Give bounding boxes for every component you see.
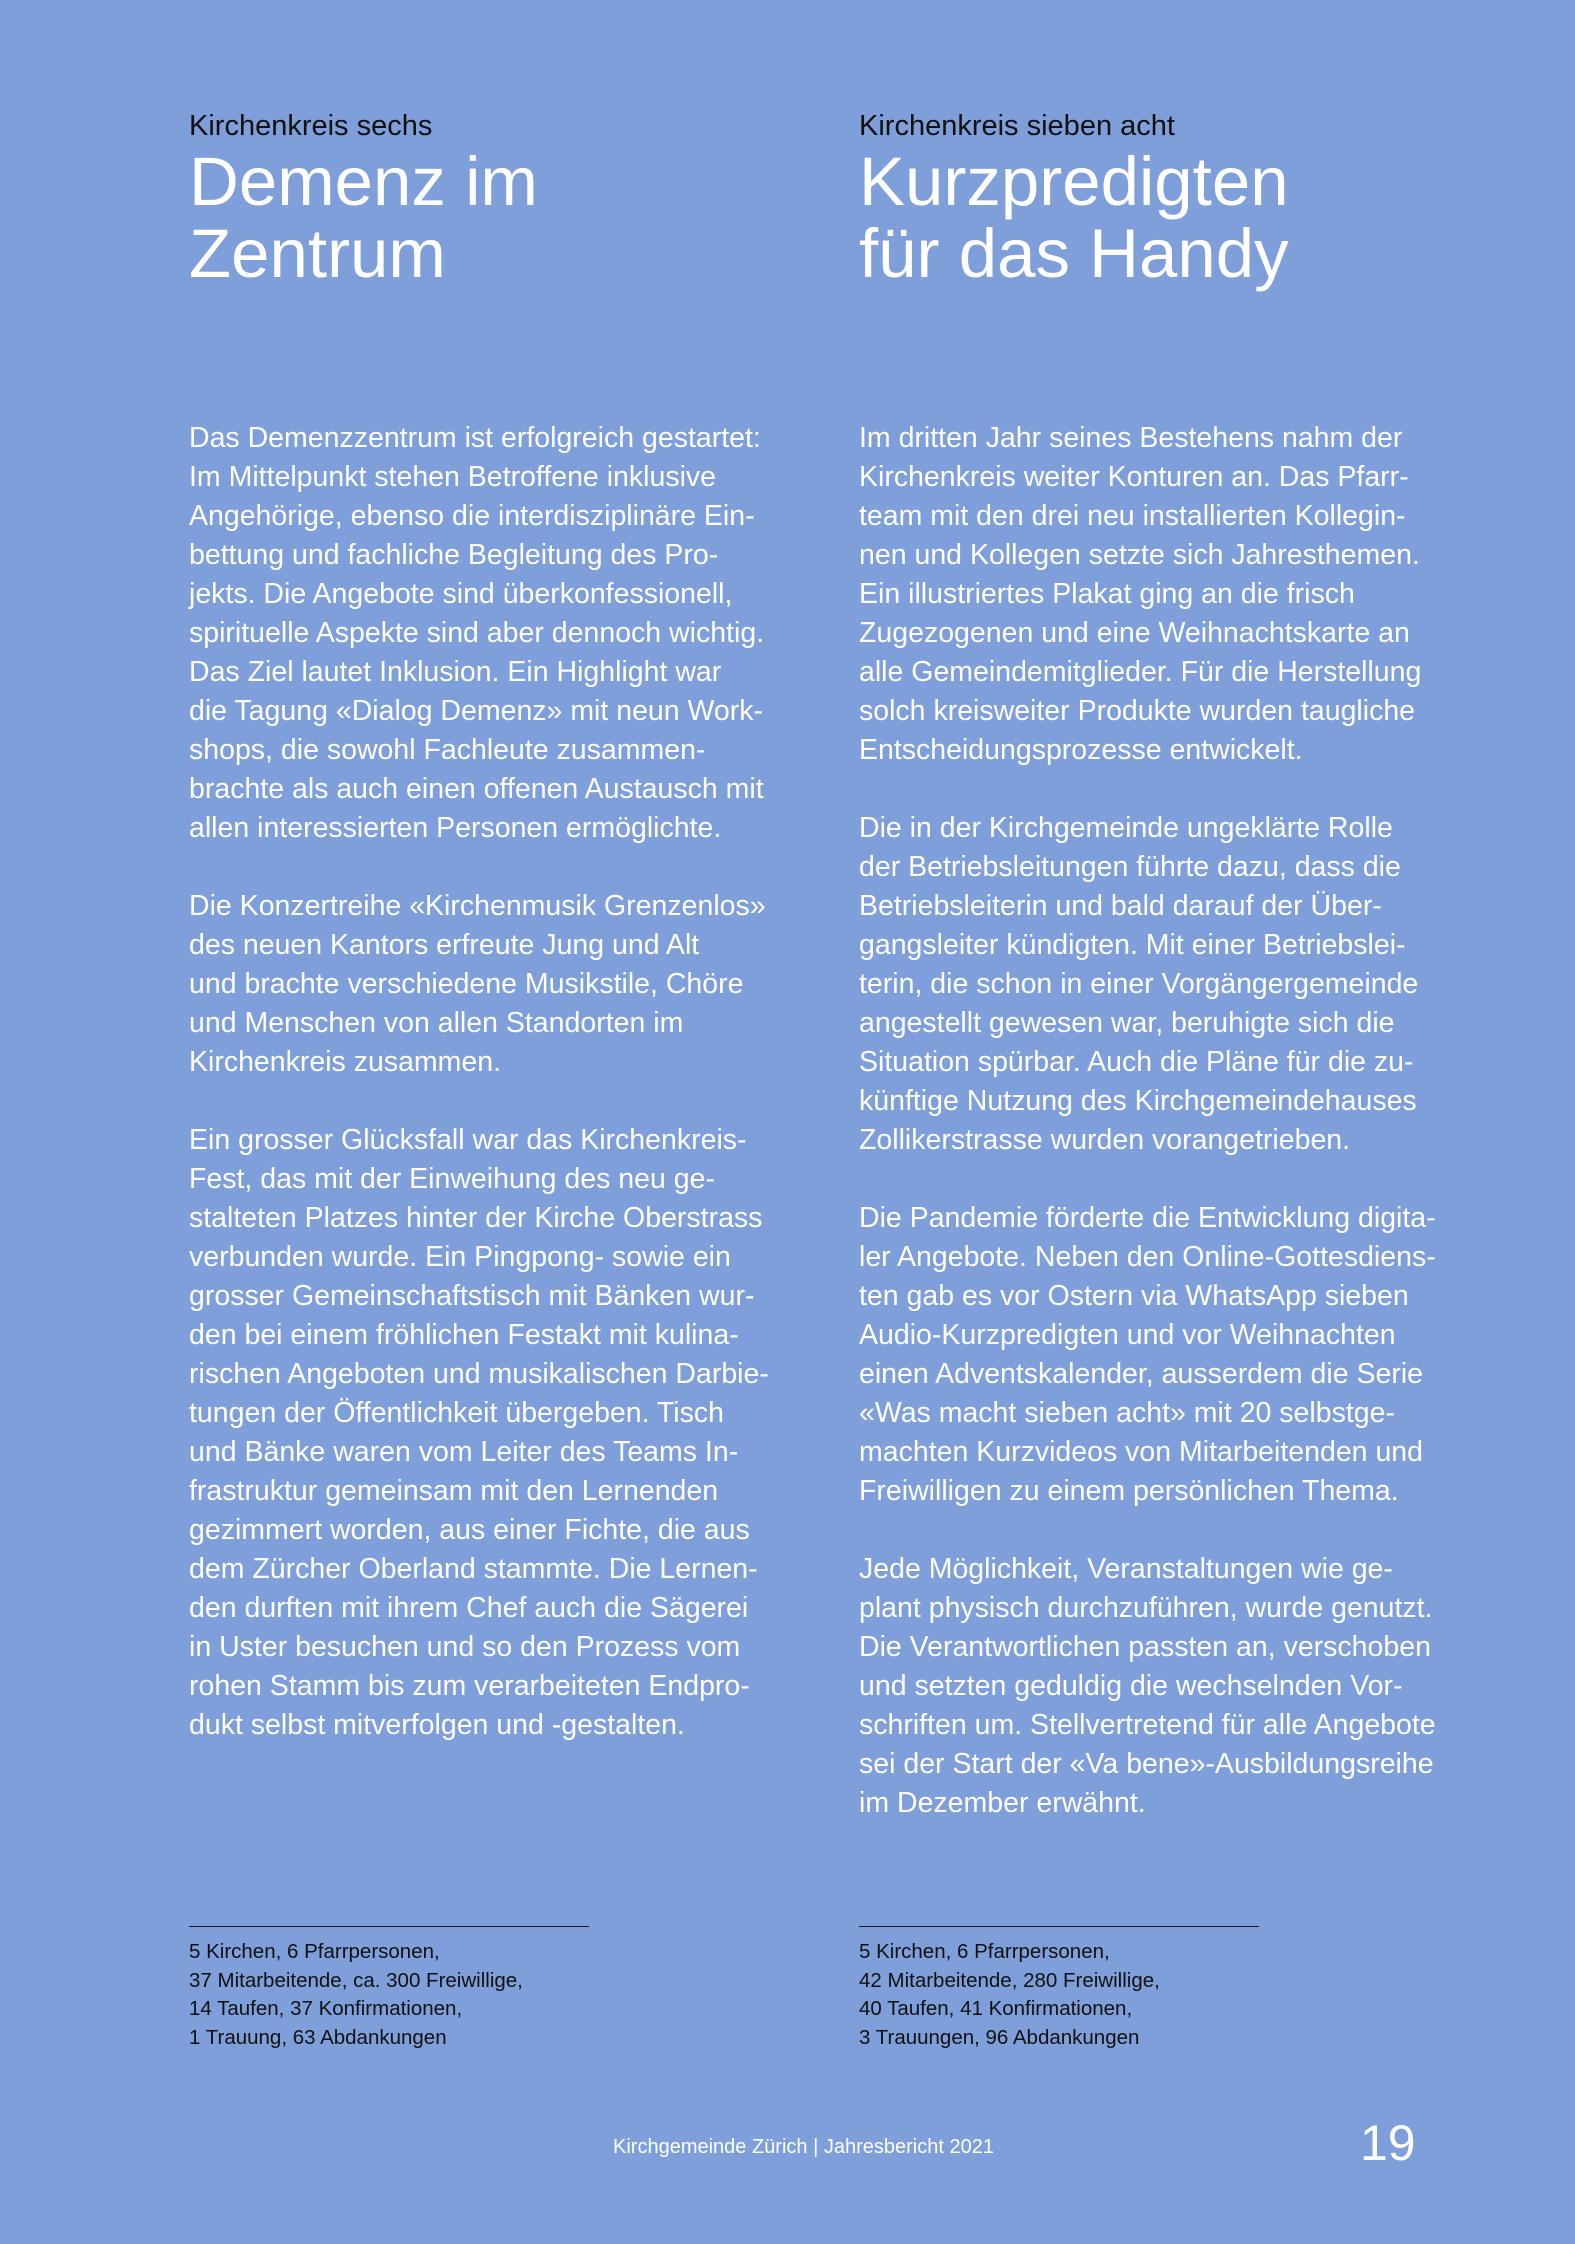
text-line: grosser Gemeinschaftstisch mit Bänken wur- [189,1280,755,1312]
text-line: Kirchenkreis weiter Konturen an. Das Pfarr- [859,461,1409,493]
paragraph [859,1550,1519,1823]
kicker-right: Kirchenkreis sieben acht [859,110,1175,142]
text-line: ler Angebote. Neben den Online-Gottesdiens- [859,1241,1436,1273]
text-line: terin, die schon in einer Vorgängergemeinde [859,968,1419,1000]
text-line: und setzten geduldig die wechselnden Vor- [859,1670,1403,1702]
text-line: der Betriebsleitungen führte dazu, dass die [859,851,1401,883]
stats-line: 37 Mitarbeitende, ca. 300 Freiwillige, [189,1968,523,1992]
text-line: Ein grosser Glücksfall war das Kirchenkreis- [189,1124,747,1156]
text-line: shops, die sowohl Fachleute zusammen- [189,734,706,766]
divider-right [859,1926,1259,1927]
text-line: schriften um. Stellvertretend für alle Angebote [859,1709,1436,1741]
text-line: alle Gemeindemitglieder. Für die Herstellung [859,656,1422,688]
title-line: für das Handy [859,215,1289,292]
text-line: plant physisch durchzuführen, wurde genutzt. [859,1592,1433,1624]
text-line: und Bänke waren vom Leiter des Teams In- [189,1436,739,1468]
text-line: im Dezember erwähnt. [859,1787,1146,1819]
stats-line: 42 Mitarbeitende, 280 Freiwillige, [859,1968,1160,1992]
text-line: dem Zürcher Oberland stammte. Die Lernen- [189,1553,758,1585]
divider-left [189,1926,589,1927]
text-line: Betriebsleiterin und bald darauf der Über- [859,890,1382,922]
text-line: in Uster besuchen und so den Prozess vom [189,1631,741,1663]
title-line: Demenz im [189,143,538,220]
stats-line: 1 Trauung, 63 Abdankungen [189,2025,447,2049]
text-line: Im dritten Jahr seines Bestehens nahm der [859,422,1403,454]
text-line: rohen Stamm bis zum verarbeiteten Endpro- [189,1670,750,1702]
text-line: Audio-Kurzpredigten und vor Weihnachten [859,1319,1396,1351]
text-line: ten gab es vor Ostern via WhatsApp sieben [859,1280,1409,1312]
text-line: bettung und fachliche Begleitung des Pro- [189,539,719,571]
text-line: allen interessierten Personen ermöglichte. [189,812,722,844]
text-line: einen Adventskalender, ausserdem die Serie [859,1358,1424,1390]
paragraph [859,1199,1519,1511]
text-line: und brachte verschiedene Musikstile, Chöre [189,968,744,1000]
text-line: Angehörige, ebenso die interdisziplinäre Ein- [189,500,755,532]
paragraph [189,887,849,1082]
title-left [189,143,538,292]
text-line: spirituelle Aspekte sind aber dennoch wichtig. [189,617,765,649]
text-line: des neuen Kantors erfreute Jung und Alt [189,929,700,961]
stats-right [859,1938,1160,2052]
text-line: Kirchenkreis zusammen. [189,1046,502,1078]
text-line: Die Konzertreihe «Kirchenmusik Grenzenlos» [189,890,766,922]
text-line: künftige Nutzung des Kirchgemeindehauses [859,1085,1417,1117]
text-line: Das Demenzzentrum ist erfolgreich gestartet: [189,422,761,454]
text-line: den bei einem fröhlichen Festakt mit kulina- [189,1319,739,1351]
text-line: team mit den drei neu installierten Kollegin- [859,500,1406,532]
body-right [859,419,1519,1862]
text-line: und Menschen von allen Standorten im [189,1007,684,1039]
stats-line: 5 Kirchen, 6 Pfarrpersonen, [859,1940,1110,1963]
footer-text: Kirchgemeinde Zürich | Jahresbericht 2021 [613,2136,994,2158]
text-line: nen und Kollegen setzte sich Jahresthemen. [859,539,1420,571]
paragraph [189,419,849,848]
text-line: Freiwilligen zu einem persönlichen Thema. [859,1475,1399,1507]
title-line: Zentrum [189,215,446,292]
text-line: machten Kurzvideos von Mitarbeitenden und [859,1436,1424,1468]
text-line: verbunden wurde. Ein Pingpong- sowie ein [189,1241,731,1273]
text-line: tungen der Öffentlichkeit übergeben. Tisch [189,1397,724,1429]
paragraph [859,419,1519,770]
text-line: sei der Start der «Va bene»-Ausbildungsreihe [859,1748,1434,1780]
stats-left [189,1938,523,2052]
text-line: Im Mittelpunkt stehen Betroffene inklusive [189,461,716,493]
text-line: dukt selbst mitverfolgen und -gestalten. [189,1709,685,1741]
stats-line: 14 Taufen, 37 Konfirmationen, [189,1997,463,2020]
text-line: Situation spürbar. Auch die Pläne für die zu- [859,1046,1414,1078]
text-line: Ein illustriertes Plakat ging an die frisch [859,578,1355,610]
page-number: 19 [1360,2115,1416,2171]
text-line: brachte als auch einen offenen Austausch mit [189,773,764,805]
text-line: den durften mit ihrem Chef auch die Sägerei [189,1592,749,1624]
text-line: solch kreisweiter Produkte wurden taugliche [859,695,1416,727]
text-line: Zugezogenen und eine Weihnachtskarte an [859,617,1410,649]
body-left [189,419,849,1784]
title-right [859,143,1289,292]
text-line: Jede Möglichkeit, Veranstaltungen wie ge- [859,1553,1393,1585]
title-line: Kurzpredigten [859,143,1289,220]
text-line: «Was macht sieben acht» mit 20 selbstge- [859,1397,1395,1429]
text-line: die Tagung «Dialog Demenz» mit neun Work- [189,695,764,727]
text-line: Fest, das mit der Einweihung des neu ge- [189,1163,715,1195]
text-line: Zollikerstrasse wurden vorangetrieben. [859,1124,1351,1156]
text-line: frastruktur gemeinsam mit den Lernenden [189,1475,719,1507]
text-line: Das Ziel lautet Inklusion. Ein Highlight war [189,656,722,688]
text-line: Die in der Kirchgemeinde ungeklärte Rolle [859,812,1393,844]
paragraph [859,809,1519,1160]
text-line: jekts. Die Angebote sind überkonfessionell, [189,578,733,610]
kicker-left: Kirchenkreis sechs [189,110,433,142]
stats-line: 40 Taufen, 41 Konfirmationen, [859,1997,1133,2020]
text-line: gangsleiter kündigten. Mit einer Betriebslei- [859,929,1406,961]
stats-line: 5 Kirchen, 6 Pfarrpersonen, [189,1940,440,1963]
text-line: stalteten Platzes hinter der Kirche Oberstrass [189,1202,763,1234]
text-line: rischen Angeboten und musikalischen Darbie- [189,1358,769,1390]
text-line: gezimmert worden, aus einer Fichte, die aus [189,1514,750,1546]
paragraph [189,1121,849,1745]
stats-line: 3 Trauungen, 96 Abdankungen [859,2025,1140,2049]
text-line: Die Pandemie förderte die Entwicklung digita- [859,1202,1436,1234]
text-line: angestellt gewesen war, beruhigte sich die [859,1007,1395,1039]
text-line: Entscheidungsprozesse entwickelt. [859,734,1303,766]
text-line: Die Verantwortlichen passten an, verschoben [859,1631,1431,1663]
